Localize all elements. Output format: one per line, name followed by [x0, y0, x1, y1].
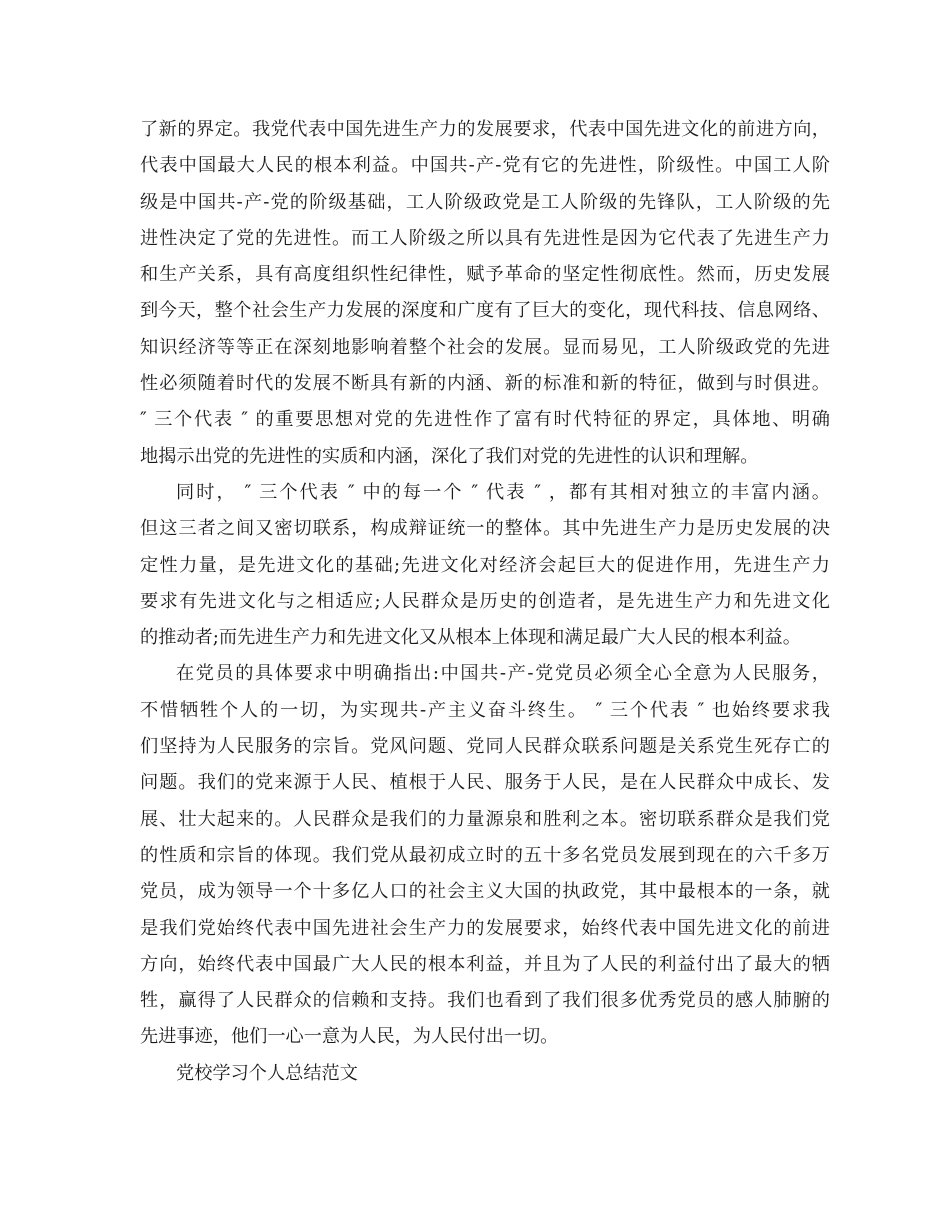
document-body — [140, 112, 830, 1092]
text-line: 但这三者之间又密切联系，构成辩证统一的整体。其中先进生产力是历史发展的决 — [140, 518, 830, 540]
text-line: 的性质和宗旨的体现。我们党从最初成立时的五十多名党员发展到现在的六千多万 — [140, 844, 830, 866]
text-line: 代表中国最大人民的根本利益。中国共-产-党有它的先进性，阶级性。中国工人阶 — [140, 155, 830, 177]
paragraph-3 — [140, 656, 830, 1055]
text-line: 牲，赢得了人民群众的信赖和支持。我们也看到了我们很多优秀党员的感人肺腑的 — [140, 990, 830, 1012]
text-line: 知识经济等等正在深刻地影响着整个社会的发展。显而易见，工人阶级政党的先进 — [140, 336, 830, 358]
text-line: 问题。我们的党来源于人民、植根于人民、服务于人民，是在人民群众中成长、发 — [140, 772, 830, 794]
text-line: 了新的界定。我党代表中国先进生产力的发展要求，代表中国先进文化的前进方向， — [140, 119, 830, 140]
paragraph-2 — [140, 475, 830, 656]
text-line: 在党员的具体要求中明确指出:中国共-产-党党员必须全心全意为人民服务， — [176, 663, 830, 685]
text-line: 方向，始终代表中国最广大人民的根本利益，并且为了人民的利益付出了最大的牺 — [140, 953, 830, 975]
text-line: 定性力量，是先进文化的基础;先进文化对经济会起巨大的促进作用，先进生产力 — [140, 554, 830, 576]
text-line: 先进事迹，他们一心一意为人民，为人民付出一切。 — [140, 1026, 559, 1048]
text-line: 和生产关系，具有高度组织性纪律性，赋予革命的坚定性彻底性。然而，历史发展 — [140, 264, 830, 286]
text-line: 党员，成为领导一个十多亿人口的社会主义大国的执政党，其中最根本的一条，就 — [140, 881, 830, 903]
text-line: 地揭示出党的先进性的实质和内涵，深化了我们对党的先进性的认识和理解。 — [140, 445, 759, 467]
section-heading: 党校学习个人总结范文 — [176, 1062, 358, 1084]
text-line: 的推动者;而先进生产力和先进文化又从根本上体现和满足最广大人民的根本利益。 — [140, 627, 801, 649]
text-line: 同时， ″ 三个代表 ″ 中的每一个 ″ 代表 ″ ，都有其相对独立的丰富内涵。 — [176, 481, 830, 503]
text-line: 级是中国共-产-党的阶级基础，工人阶级政党是工人阶级的先锋队，工人阶级的先 — [140, 191, 830, 213]
text-line: 要求有先进文化与之相适应;人民群众是历史的创造者，是先进生产力和先进文化 — [140, 590, 830, 612]
text-line: ″ 三个代表 ″ 的重要思想对党的先进性作了富有时代特征的界定，具体地、明确 — [140, 409, 830, 431]
text-line: 到今天，整个社会生产力发展的深度和广度有了巨大的变化，现代科技、信息网络、 — [140, 300, 830, 322]
text-line: 展、壮大起来的。人民群众是我们的力量源泉和胜利之本。密切联系群众是我们党 — [140, 808, 830, 830]
text-line: 是我们党始终代表中国先进社会生产力的发展要求，始终代表中国先进文化的前进 — [140, 917, 830, 939]
text-line: 进性决定了党的先进性。而工人阶级之所以具有先进性是因为它代表了先进生产力 — [140, 227, 830, 249]
text-line: 们坚持为人民服务的宗旨。党风问题、党同人民群众联系问题是关系党生死存亡的 — [140, 736, 830, 758]
text-line: 性必须随着时代的发展不断具有新的内涵、新的标准和新的特征，做到与时俱进。 — [140, 373, 830, 395]
paragraph-1 — [140, 112, 830, 475]
text-line: 不惜牺牲个人的一切，为实现共-产主义奋斗终生。 ″ 三个代表 ″ 也始终要求我 — [140, 699, 830, 721]
